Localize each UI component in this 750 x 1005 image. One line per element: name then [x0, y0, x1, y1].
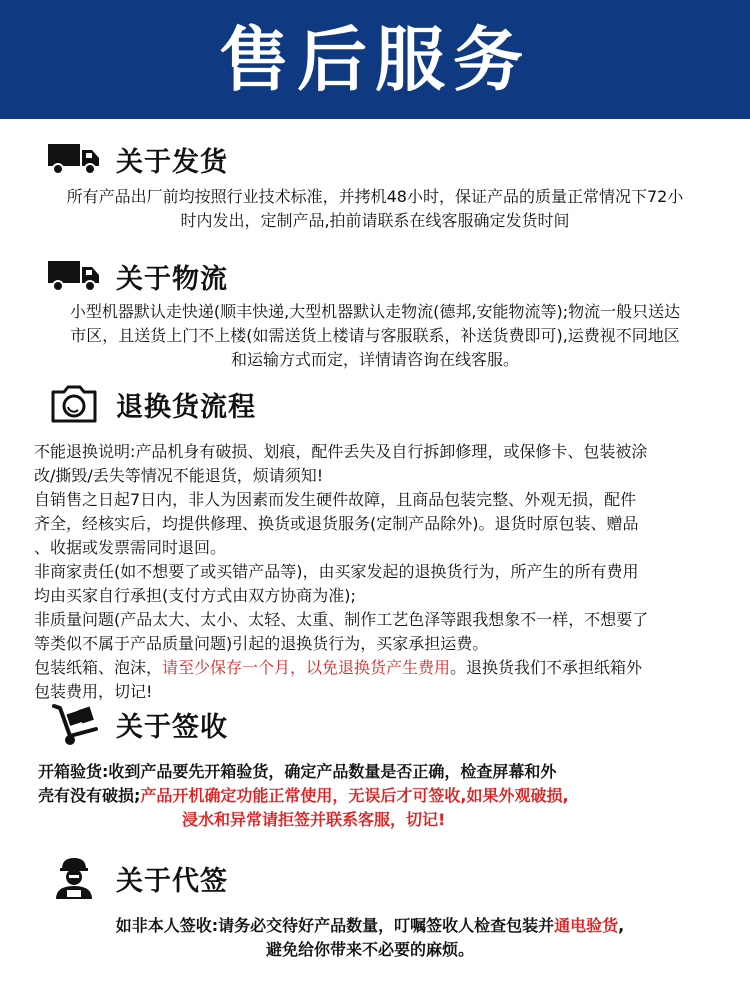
shipping-text	[20, 185, 730, 233]
text-segment: ,	[618, 916, 625, 935]
text-segment: 如非本人签收:请务必交待好产品数量，叮嘱签收人检查包装并	[115, 916, 555, 935]
text-line: 小型机器默认走快递(顺丰快递,大型机器默认走物流(德邦,安能物流等);物流一般只送达	[69, 302, 681, 321]
text-line: 市区，且送货上门不上楼(如需送货上楼请与客服联系，补送货费即可),运费视不同地区	[70, 326, 680, 345]
text-line: 和运输方式而定，详情请咨询在线客服。	[230, 350, 519, 369]
warning-text: 浸水和异常请拒签并联系客服，切记!	[182, 810, 446, 829]
returns-title: 退换货流程	[116, 391, 256, 423]
text-line	[34, 656, 724, 680]
logistics-heading	[48, 252, 228, 300]
text-line	[38, 784, 728, 808]
text-segment: 。退换货我们不承担纸箱外	[450, 658, 643, 677]
text-line: 开箱验货:收到产品要先开箱验货，确定产品数量是否正确，检查屏幕和外	[38, 762, 557, 781]
warning-text: 通电验货	[554, 916, 619, 935]
text-line	[20, 914, 720, 938]
warning-text: 产品开机确定功能正常使用，无误后才可签收,如果外观破损,	[140, 786, 569, 805]
shipping-heading	[48, 135, 228, 183]
text-line: 、收据或发票需同时退回。	[34, 538, 227, 557]
truck-icon	[48, 137, 100, 181]
warning-text: 请至少保存一个月，以免退换货产生费用	[162, 658, 451, 677]
text-line: 包装费用，切记!	[34, 682, 153, 701]
proxy-title: 关于代签	[116, 865, 228, 897]
returns-text	[34, 440, 724, 704]
proxy-heading	[48, 854, 228, 902]
logistics-text	[20, 300, 730, 372]
text-segment: 包装纸箱、泡沫，	[34, 658, 163, 677]
hand-truck-icon	[48, 702, 100, 746]
shipping-title: 关于发货	[116, 146, 228, 178]
truck-icon	[48, 254, 100, 298]
receipt-title: 关于签收	[116, 711, 228, 743]
logistics-title: 关于物流	[116, 263, 228, 295]
text-line: 所有产品出厂前均按照行业技术标准，并拷机48小时，保证产品的质量正常情况下72小	[66, 187, 684, 206]
receipt-heading	[48, 700, 228, 748]
text-line: 自销售之日起7日内，非人为因素而发生硬件故障，且商品包装完整、外观无损，配件	[34, 490, 637, 509]
text-line: 避免给你带来不必要的麻烦。	[265, 940, 474, 959]
text-line: 非质量问题(产品太大、太小、太轻、太重、制作工艺色泽等跟我想象不一样，不想要了	[34, 610, 649, 629]
text-line: 时内发出，定制产品,拍前请联系在线客服确定发货时间	[180, 211, 570, 230]
page-title: 售后服务	[219, 19, 531, 101]
receipt-text	[38, 760, 728, 832]
text-line: 不能退换说明:产品机身有破损、划痕，配件丢失及自行拆卸修理，或保修卡、包装被涂	[34, 442, 648, 461]
text-line: 等类似不属于产品质量问题)引起的退换货行为，买家承担运费。	[34, 634, 489, 653]
camera-icon	[48, 382, 100, 426]
text-line: 均由买家自行承担(支付方式由双方协商为准);	[34, 586, 356, 605]
text-line: 非商家责任(如不想要了或买错产品等)，由买家发起的退换货行为，所产生的所有费用	[34, 562, 639, 581]
text-segment: 壳有没有破损;	[38, 786, 141, 805]
text-line: 齐全，经核实后，均提供修理、换货或退货服务(定制产品除外)。退货时原包装、赠品	[34, 514, 639, 533]
header-banner	[0, 0, 750, 119]
courier-icon	[48, 856, 100, 900]
returns-heading	[48, 380, 256, 428]
text-line: 改/撕毁/丢失等情况不能退货，烦请须知!	[34, 466, 324, 485]
proxy-text	[20, 914, 720, 962]
